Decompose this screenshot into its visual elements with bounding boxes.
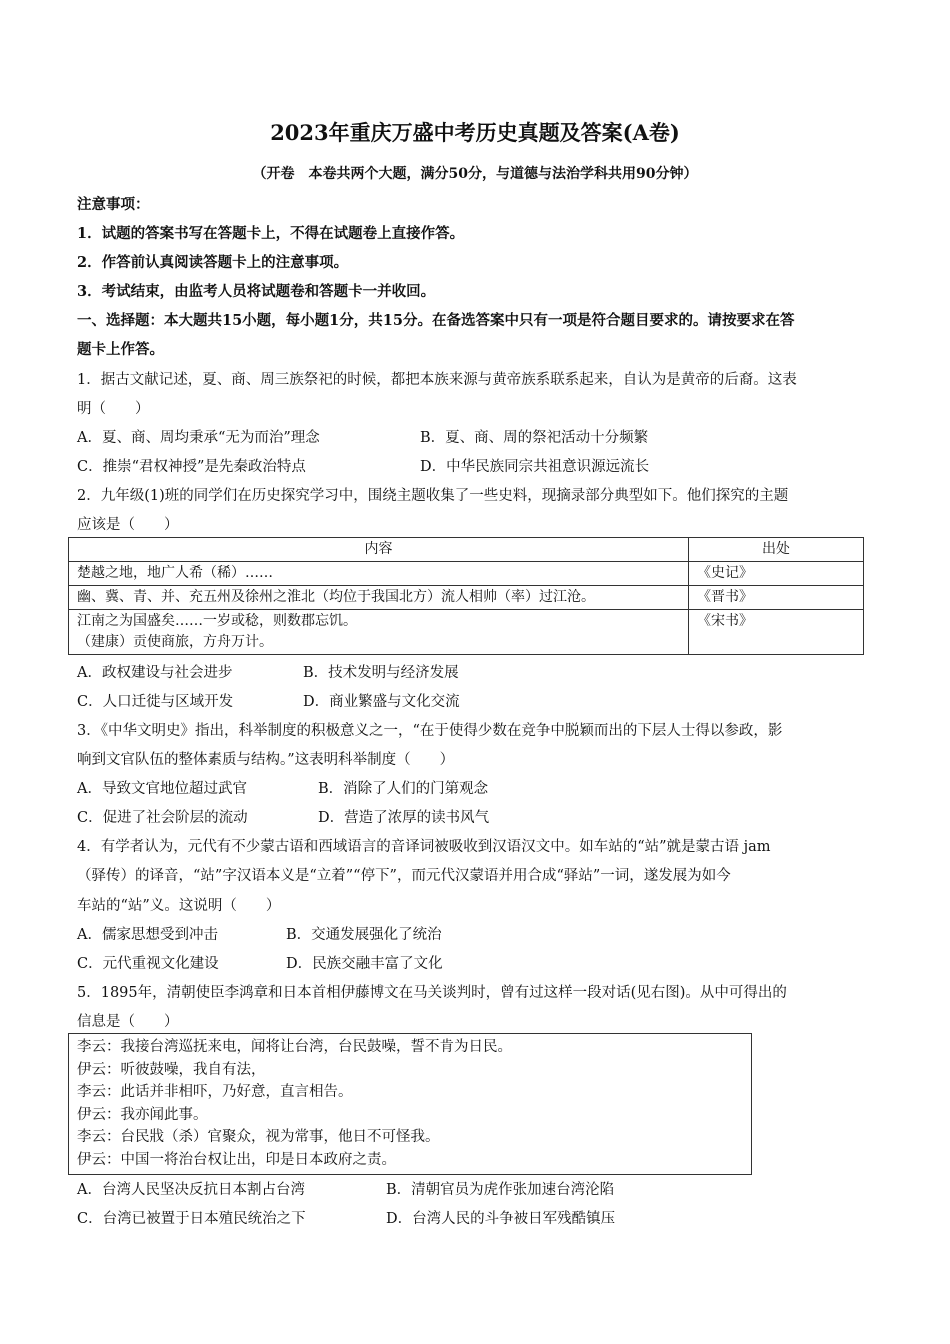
section-heading: 一、选择题：本大题共15小题，每小题1分，共15分。在备选答案中只有一项是符合题目要求的。请按要求在答 <box>77 312 795 329</box>
notice-item: 2．作答前认真阅读答题卡上的注意事项。 <box>77 254 349 271</box>
notice-item: 1．试题的答案书写在答题卡上，不得在试题卷上直接作答。 <box>77 225 465 242</box>
page-title: 2023年重庆万盛中考历史真题及答案(A卷) <box>270 120 680 145</box>
question-4-stem: 4．有学者认为，元代有不少蒙古语和西域语言的音译词被吸收到汉语汉文中。如车站的“站”就是蒙古语 jam <box>77 839 771 855</box>
exam-subtitle: （开卷 本卷共两个大题，满分50分，与道德与法治学科共用90分钟） <box>252 166 698 182</box>
question-4-stem-cont: 车站的“站”义。这说明（ ） <box>77 898 281 914</box>
dialogue-line: 李云：台民戕（杀）官聚众，视为常事，他日不可怪我。 <box>77 1129 440 1146</box>
q1-option-c: C．推崇“君权神授”是先秦政治特点 <box>77 459 306 475</box>
question-5-stem: 5．1895年，清朝使臣李鸿章和日本首相伊藤博文在马关谈判时，曾有过这样一段对话(见右图)。从中可得出的 <box>77 985 787 1001</box>
question-1-stem: 1．据古文献记述，夏、商、周三族祭祀的时候，都把本族来源与黄帝族系联系起来，自认为是黄帝的后裔。这表 <box>77 372 797 388</box>
row-content-line: 江南之为国盛矣……一岁或稔，则数郡忘饥。 <box>77 613 357 629</box>
q3-option-b: B．消除了人们的门第观念 <box>318 781 489 797</box>
q3-option-c: C．促进了社会阶层的流动 <box>77 810 248 826</box>
q1-option-a: A．夏、商、周均秉承“无为而治”理念 <box>77 430 320 446</box>
dialogue-line: 李云：此话并非相吓，乃好意，直言相告。 <box>77 1084 353 1101</box>
dialogue-box <box>68 1033 752 1175</box>
notice-heading: 注意事项： <box>77 196 150 213</box>
q2-option-c: C．人口迁徙与区域开发 <box>77 694 234 710</box>
source-table <box>68 537 864 655</box>
row-content: 楚越之地，地广人希（稀）…… <box>69 562 689 586</box>
question-4-stem-cont: （驿传）的译音，“站”字汉语本义是“立着”“停下”，而元代汉蒙语并用合成“驿站”一词，遂发展为如今 <box>77 868 731 884</box>
q1-option-b: B．夏、商、周的祭祀活动十分频繁 <box>420 430 649 446</box>
q3-option-a: A．导致文官地位超过武官 <box>77 781 247 797</box>
question-3-stem: 3．《中华文明史》指出，科举制度的积极意义之一，“在于使得少数在竞争中脱颖而出的下层人士得以参政，影 <box>77 723 783 739</box>
question-2-stem: 2．九年级(1)班的同学们在历史探究学习中，围绕主题收集了一些史料，现摘录部分典型如下。他们探究的主题 <box>77 488 789 504</box>
q3-option-d: D．营造了浓厚的读书风气 <box>318 810 490 826</box>
dialogue-line: 伊云：我亦闻此事。 <box>77 1106 208 1123</box>
header-source: 出处 <box>689 538 864 562</box>
q4-option-b: B．交通发展强化了统治 <box>286 927 442 943</box>
q4-option-d: D．民族交融丰富了文化 <box>286 956 443 972</box>
table-header-row <box>69 538 864 562</box>
row-content <box>69 610 689 655</box>
table-row <box>69 610 864 655</box>
q2-option-b: B．技术发明与经济发展 <box>303 665 459 681</box>
q5-option-b: B．清朝官员为虎作张加速台湾沦陷 <box>386 1182 615 1198</box>
q1-option-d: D．中华民族同宗共祖意识源远流长 <box>420 459 650 475</box>
row-source: 《晋书》 <box>689 586 864 610</box>
dialogue-line: 伊云：中国一将治台权让出，印是日本政府之责。 <box>77 1151 396 1168</box>
q5-option-c: C．台湾已被置于日本殖民统治之下 <box>77 1211 306 1227</box>
q4-option-a: A．儒家思想受到冲击 <box>77 927 218 943</box>
section-heading-cont: 题卡上作答。 <box>77 341 164 358</box>
header-content: 内容 <box>69 538 689 562</box>
q4-option-c: C．元代重视文化建设 <box>77 956 219 972</box>
question-5-stem-cont: 信息是（ ） <box>77 1014 179 1030</box>
q2-option-a: A．政权建设与社会进步 <box>77 665 233 681</box>
table-row <box>69 586 864 610</box>
q2-option-d: D．商业繁盛与文化交流 <box>303 694 460 710</box>
row-source: 《史记》 <box>689 562 864 586</box>
row-content: 幽、冀、青、并、充五州及徐州之淮北（均位于我国北方）流人相帅（率）过江沧。 <box>69 586 689 610</box>
row-source: 《宋书》 <box>689 610 864 655</box>
question-1-stem-cont: 明（ ） <box>77 401 150 417</box>
q5-option-a: A．台湾人民坚决反抗日本割占台湾 <box>77 1182 305 1198</box>
dialogue-line: 李云：我接台湾巡抚来电，闻将让台湾，台民鼓噪，誓不肯为日民。 <box>77 1039 512 1055</box>
question-3-stem-cont: 响到文官队伍的整体素质与结构。”这表明科举制度（ ） <box>77 752 455 768</box>
row-content-line: （建康）贡使商旅，方舟万计。 <box>77 634 273 650</box>
notice-item: 3．考试结束，由监考人员将试题卷和答题卡一并收回。 <box>77 283 436 300</box>
question-2-stem-cont: 应该是（ ） <box>77 517 179 533</box>
q5-option-d: D．台湾人民的斗争被日军残酷镇压 <box>386 1211 616 1227</box>
table-row <box>69 562 864 586</box>
dialogue-line: 伊云：听彼鼓噪，我自有法， <box>77 1061 266 1078</box>
